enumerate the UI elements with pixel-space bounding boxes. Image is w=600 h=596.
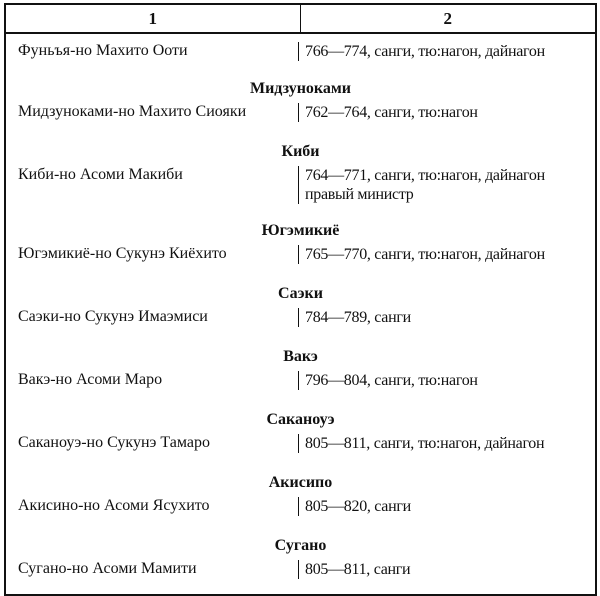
career-line: 805—820, санги [305, 498, 411, 515]
official-name: Саканоуэ-но Сукунэ Тамаро [18, 434, 210, 451]
official-name: Фуньъя-но Махито Ооти [18, 42, 188, 59]
official-row [5, 303, 596, 342]
clan-heading: Саканоуэ [266, 411, 335, 428]
clan-heading-row [5, 216, 596, 240]
career-text [298, 560, 595, 579]
official-row [5, 429, 596, 468]
career-line: правый министр [305, 186, 414, 203]
officials-table [4, 3, 597, 596]
career-text [298, 308, 595, 327]
clan-heading-row [5, 279, 596, 303]
career-line: 805—811, санги, тю:нагон, дайнагон [305, 435, 545, 452]
official-career-cell [300, 366, 596, 405]
career-line: 796—804, санги, тю:нагон [305, 372, 478, 389]
career-line: 762—764, санги, тю:нагон [305, 104, 478, 121]
official-name: Киби-но Асоми Макиби [18, 166, 183, 183]
official-name: Мидзуноками-но Махито Сиояки [18, 103, 247, 120]
career-line: 765—770, санги, тю:нагон, дайнагон [305, 246, 545, 263]
career-text [298, 434, 595, 453]
career-text [298, 103, 595, 122]
official-career-cell [300, 240, 596, 279]
career-text [298, 497, 595, 516]
clan-heading: Сугано [274, 537, 327, 554]
column-header-1: 1 [5, 4, 300, 33]
clan-heading-row [5, 405, 596, 429]
table-body [5, 33, 596, 595]
official-name: Югэмикиё-но Сукунэ Киёхито [18, 245, 227, 262]
official-career-cell [300, 555, 596, 595]
career-line: 766—774, санги, тю:нагон, дайнагон [305, 43, 545, 60]
clan-heading: Югэмикиё [261, 222, 340, 239]
official-name: Акисино-но Асоми Ясухито [18, 497, 210, 514]
career-text [298, 245, 595, 264]
official-career-cell [300, 429, 596, 468]
clan-heading: Вакэ [283, 348, 318, 365]
clan-heading-row [5, 137, 596, 161]
official-career-cell [300, 161, 596, 216]
official-row [5, 33, 596, 74]
official-row [5, 366, 596, 405]
clan-heading: Мидзуноками [249, 80, 351, 97]
official-row [5, 240, 596, 279]
official-row [5, 98, 596, 137]
official-row [5, 161, 596, 216]
career-line: 805—811, санги [305, 561, 411, 578]
official-row [5, 492, 596, 531]
clan-heading-row [5, 74, 596, 98]
career-line: 764—771, санги, тю:нагон, дайнагон [305, 167, 545, 184]
clan-heading-row [5, 342, 596, 366]
career-text [298, 166, 595, 204]
header-row [5, 4, 596, 33]
clan-heading: Акисипо [268, 474, 333, 491]
clan-heading: Саэки [278, 285, 323, 302]
official-name: Вакэ-но Асоми Маро [18, 371, 163, 388]
column-header-2: 2 [300, 4, 596, 33]
clan-heading: Киби [281, 143, 320, 160]
official-career-cell [300, 492, 596, 531]
career-text [298, 371, 595, 390]
official-career-cell [300, 98, 596, 137]
clan-heading-row [5, 531, 596, 555]
official-name: Саэки-но Сукунэ Имаэмиси [18, 308, 208, 325]
official-career-cell [300, 303, 596, 342]
clan-heading-row [5, 468, 596, 492]
official-row [5, 555, 596, 595]
official-name: Сугано-но Асоми Мамити [18, 560, 197, 577]
career-line: 784—789, санги [305, 309, 411, 326]
career-text [298, 42, 595, 61]
official-career-cell [300, 33, 596, 74]
